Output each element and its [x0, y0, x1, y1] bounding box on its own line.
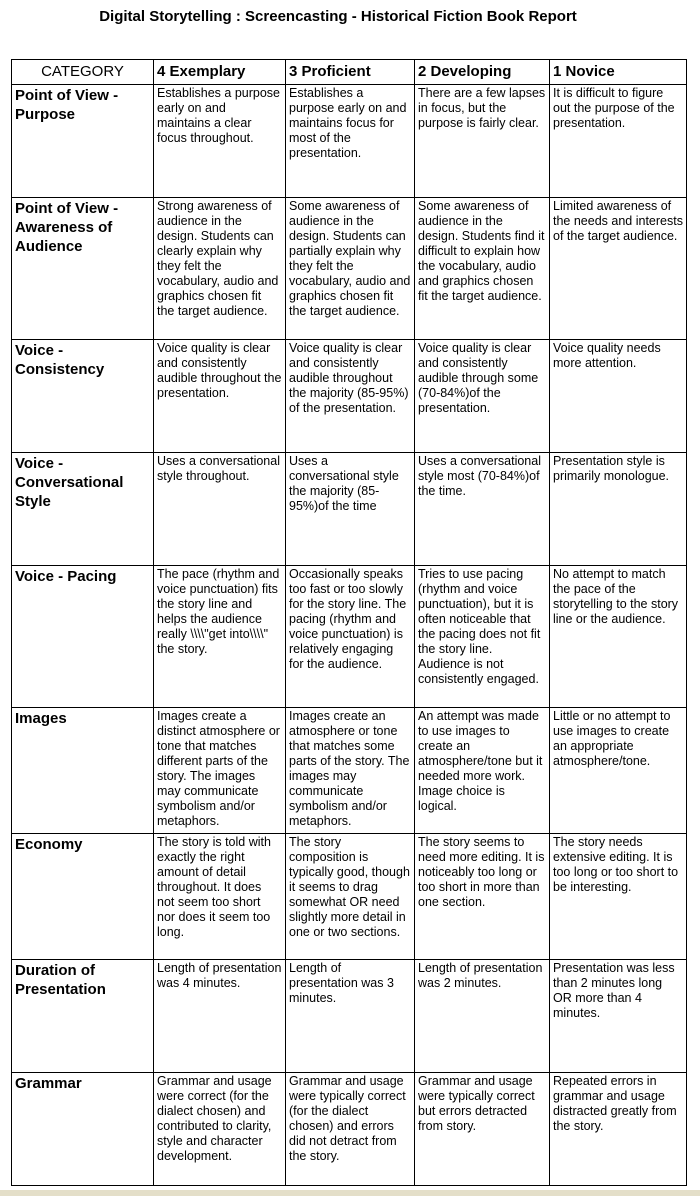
criterion-cell: Little or no attempt to use images to create an appropriate atmosphere/tone. [550, 708, 687, 834]
criterion-cell: Tries to use pacing (rhythm and voice punctuation), but it is often noticeable that the pacing does not fit the story line. Audience is not consistently engaged. [415, 566, 550, 708]
criterion-cell: Presentation style is primarily monologue. [550, 453, 687, 566]
category-cell: Voice - Pacing [12, 566, 154, 708]
criterion-cell: Uses a conversational style the majority (85-95%)of the time [286, 453, 415, 566]
category-cell: Grammar [12, 1073, 154, 1186]
criterion-cell: Establishes a purpose early on and maintains a clear focus throughout. [154, 85, 286, 198]
criterion-cell: Voice quality is clear and consistently audible through some (70-84%)of the presentation. [415, 340, 550, 453]
criterion-cell: Establishes a purpose early on and maintains focus for most of the presentation. [286, 85, 415, 198]
level-header-novice: 1 Novice [550, 60, 687, 85]
rubric-row [12, 708, 687, 834]
criterion-cell: Length of presentation was 2 minutes. [415, 960, 550, 1073]
rubric-row [12, 453, 687, 566]
header-row [12, 60, 687, 85]
criterion-cell: Images create a distinct atmosphere or tone that matches different parts of the story. The images may communicate symbolism and/or metaphors. [154, 708, 286, 834]
criterion-cell: Voice quality is clear and consistently audible throughout the majority (85-95%) of the presentation. [286, 340, 415, 453]
level-header-developing: 2 Developing [415, 60, 550, 85]
category-cell: Images [12, 708, 154, 834]
criterion-cell: The story needs extensive editing. It is too long or too short to be interesting. [550, 834, 687, 960]
page-bottom-border [0, 1190, 700, 1196]
criterion-cell: Some awareness of audience in the design. Students can partially explain why they felt the vocabulary, audio and graphics chosen fit the target audience. [286, 198, 415, 340]
rubric-row [12, 340, 687, 453]
category-cell: Voice - Conversational Style [12, 453, 154, 566]
criterion-cell: The story is told with exactly the right amount of detail throughout. It does not seem too short nor does it seem too long. [154, 834, 286, 960]
criterion-cell: Voice quality needs more attention. [550, 340, 687, 453]
criterion-cell: Strong awareness of audience in the design. Students can clearly explain why they felt the vocabulary, audio and graphics chosen fit the target audience. [154, 198, 286, 340]
criterion-cell: It is difficult to figure out the purpose of the presentation. [550, 85, 687, 198]
criterion-cell: Uses a conversational style most (70-84%)of the time. [415, 453, 550, 566]
rubric-row [12, 198, 687, 340]
page-title: Digital Storytelling : Screencasting - Historical Fiction Book Report [99, 8, 577, 25]
rubric-table [11, 59, 687, 1186]
criterion-cell: The story composition is typically good, though it seems to drag somewhat OR need slightly more detail in one or two sections. [286, 834, 415, 960]
criterion-cell: Voice quality is clear and consistently audible throughout the presentation. [154, 340, 286, 453]
rubric-row [12, 834, 687, 960]
category-cell: Point of View - Purpose [12, 85, 154, 198]
criterion-cell: Grammar and usage were correct (for the dialect chosen) and contributed to clarity, style and character development. [154, 1073, 286, 1186]
category-cell: Voice - Consistency [12, 340, 154, 453]
level-header-proficient: 3 Proficient [286, 60, 415, 85]
criterion-cell: Limited awareness of the needs and interests of the target audience. [550, 198, 687, 340]
criterion-cell: Some awareness of audience in the design. Students find it difficult to explain how the vocabulary, audio and graphics chosen fit the target audience. [415, 198, 550, 340]
rubric-row [12, 1073, 687, 1186]
level-header-exemplary: 4 Exemplary [154, 60, 286, 85]
category-cell: Economy [12, 834, 154, 960]
criterion-cell: There are a few lapses in focus, but the purpose is fairly clear. [415, 85, 550, 198]
criterion-cell: Length of presentation was 4 minutes. [154, 960, 286, 1073]
criterion-cell: Presentation was less than 2 minutes long OR more than 4 minutes. [550, 960, 687, 1073]
criterion-cell: Grammar and usage were typically correct but errors detracted from story. [415, 1073, 550, 1186]
criterion-cell: No attempt to match the pace of the storytelling to the story line or the audience. [550, 566, 687, 708]
rubric-row [12, 960, 687, 1073]
category-header: CATEGORY [12, 60, 154, 85]
criterion-cell: Uses a conversational style throughout. [154, 453, 286, 566]
category-cell: Duration of Presentation [12, 960, 154, 1073]
criterion-cell: The pace (rhythm and voice punctuation) fits the story line and helps the audience really \\\\"get into\\\\" the story. [154, 566, 286, 708]
criterion-cell: Length of presentation was 3 minutes. [286, 960, 415, 1073]
criterion-cell: An attempt was made to use images to create an atmosphere/tone but it needed more work. Image choice is logical. [415, 708, 550, 834]
category-cell: Point of View - Awareness of Audience [12, 198, 154, 340]
rubric-row [12, 566, 687, 708]
criterion-cell: Grammar and usage were typically correct (for the dialect chosen) and errors did not detract from the story. [286, 1073, 415, 1186]
criterion-cell: Repeated errors in grammar and usage distracted greatly from the story. [550, 1073, 687, 1186]
criterion-cell: Occasionally speaks too fast or too slowly for the story line. The pacing (rhythm and voice punctuation) is relatively engaging for the audience. [286, 566, 415, 708]
criterion-cell: Images create an atmosphere or tone that matches some parts of the story. The images may communicate symbolism and/or metaphors. [286, 708, 415, 834]
rubric-row [12, 85, 687, 198]
criterion-cell: The story seems to need more editing. It is noticeably too long or too short in more than one section. [415, 834, 550, 960]
